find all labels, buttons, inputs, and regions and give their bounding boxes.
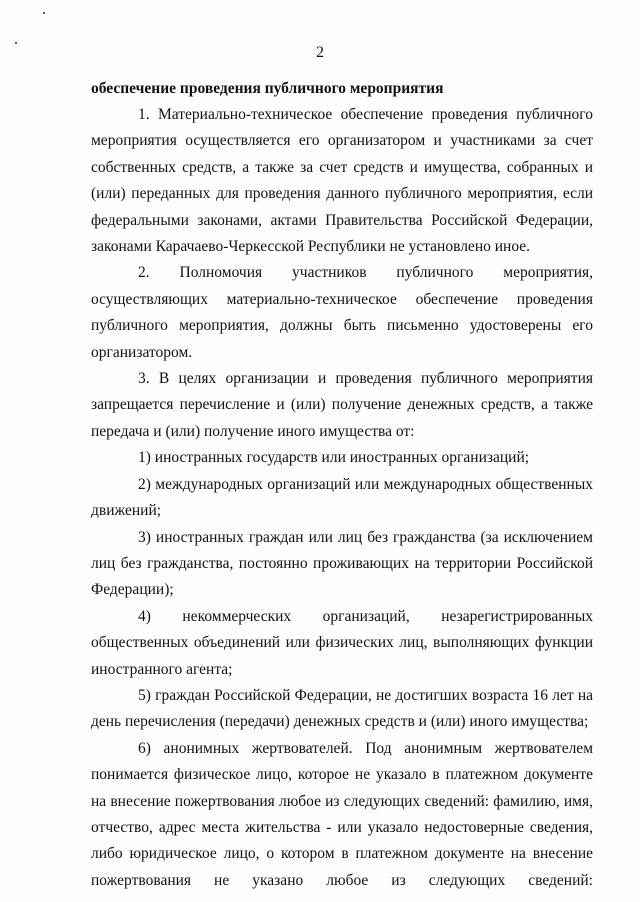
list-item-5: 5) граждан Российской Федерации, не достигших возраста 16 лет на день перечисления (передачи) денежных средств и (или) иного имущества; [91,686,593,731]
section-heading: обеспечение проведения публичного мероприятия [91,80,444,97]
paragraph-2: 2. Полномочия участников публичного мероприятия, осуществляющих материально-техническое обеспечение проведения публичного мероприятия, должны быть письменно удостоверены его организатором. [91,264,593,361]
document-body [91,76,593,894]
list-item-2: 2) международных организаций или международных общественных движений; [91,475,593,520]
paragraph-1: 1. Материально-техническое обеспечение проведения публичного мероприятия осуществляется его организатором и участниками за счет собственных средств, а также за счет средств и имущества, собранных и (или) переданных для проведения данного публичного мероприятия, если федеральными законами, актами Правительства Российской Федерации, законами Карачаево-Черкесской Республики не установлено иное. [91,106,593,256]
page-number: 2 [316,44,324,61]
list-item-1: 1) иностранных государств или иностранных организаций; [138,449,530,467]
list-item-3: 3) иностранных граждан или лиц без гражданства (за исключением лиц без гражданства, постоянно проживающих на территории Российской Федерации); [91,528,593,599]
list-item-4: 4) некоммерческих организаций, незарегистрированных общественных объединений или физических лиц, выполняющих функции иностранного агента; [91,607,593,678]
paragraph-3: 3. В целях организации и проведения публичного мероприятия запрещается перечисление и (или) получение денежных средств, а также передача и (или) получение иного имущества от: [91,370,593,440]
list-item-6: 6) анонимных жертвователей. Под анонимным жертвователем понимается физическое лицо, которое не указало в платежном документе на внесение пожертвования любое из следующих сведений: фамилию, имя, отчество, адрес места жительства - или указало недостоверные сведения, либо юридическое лицо, о котором в платежном документе на внесение пожертвования не указано любое из следующих сведений: [91,739,593,889]
scan-speck [43,12,45,14]
